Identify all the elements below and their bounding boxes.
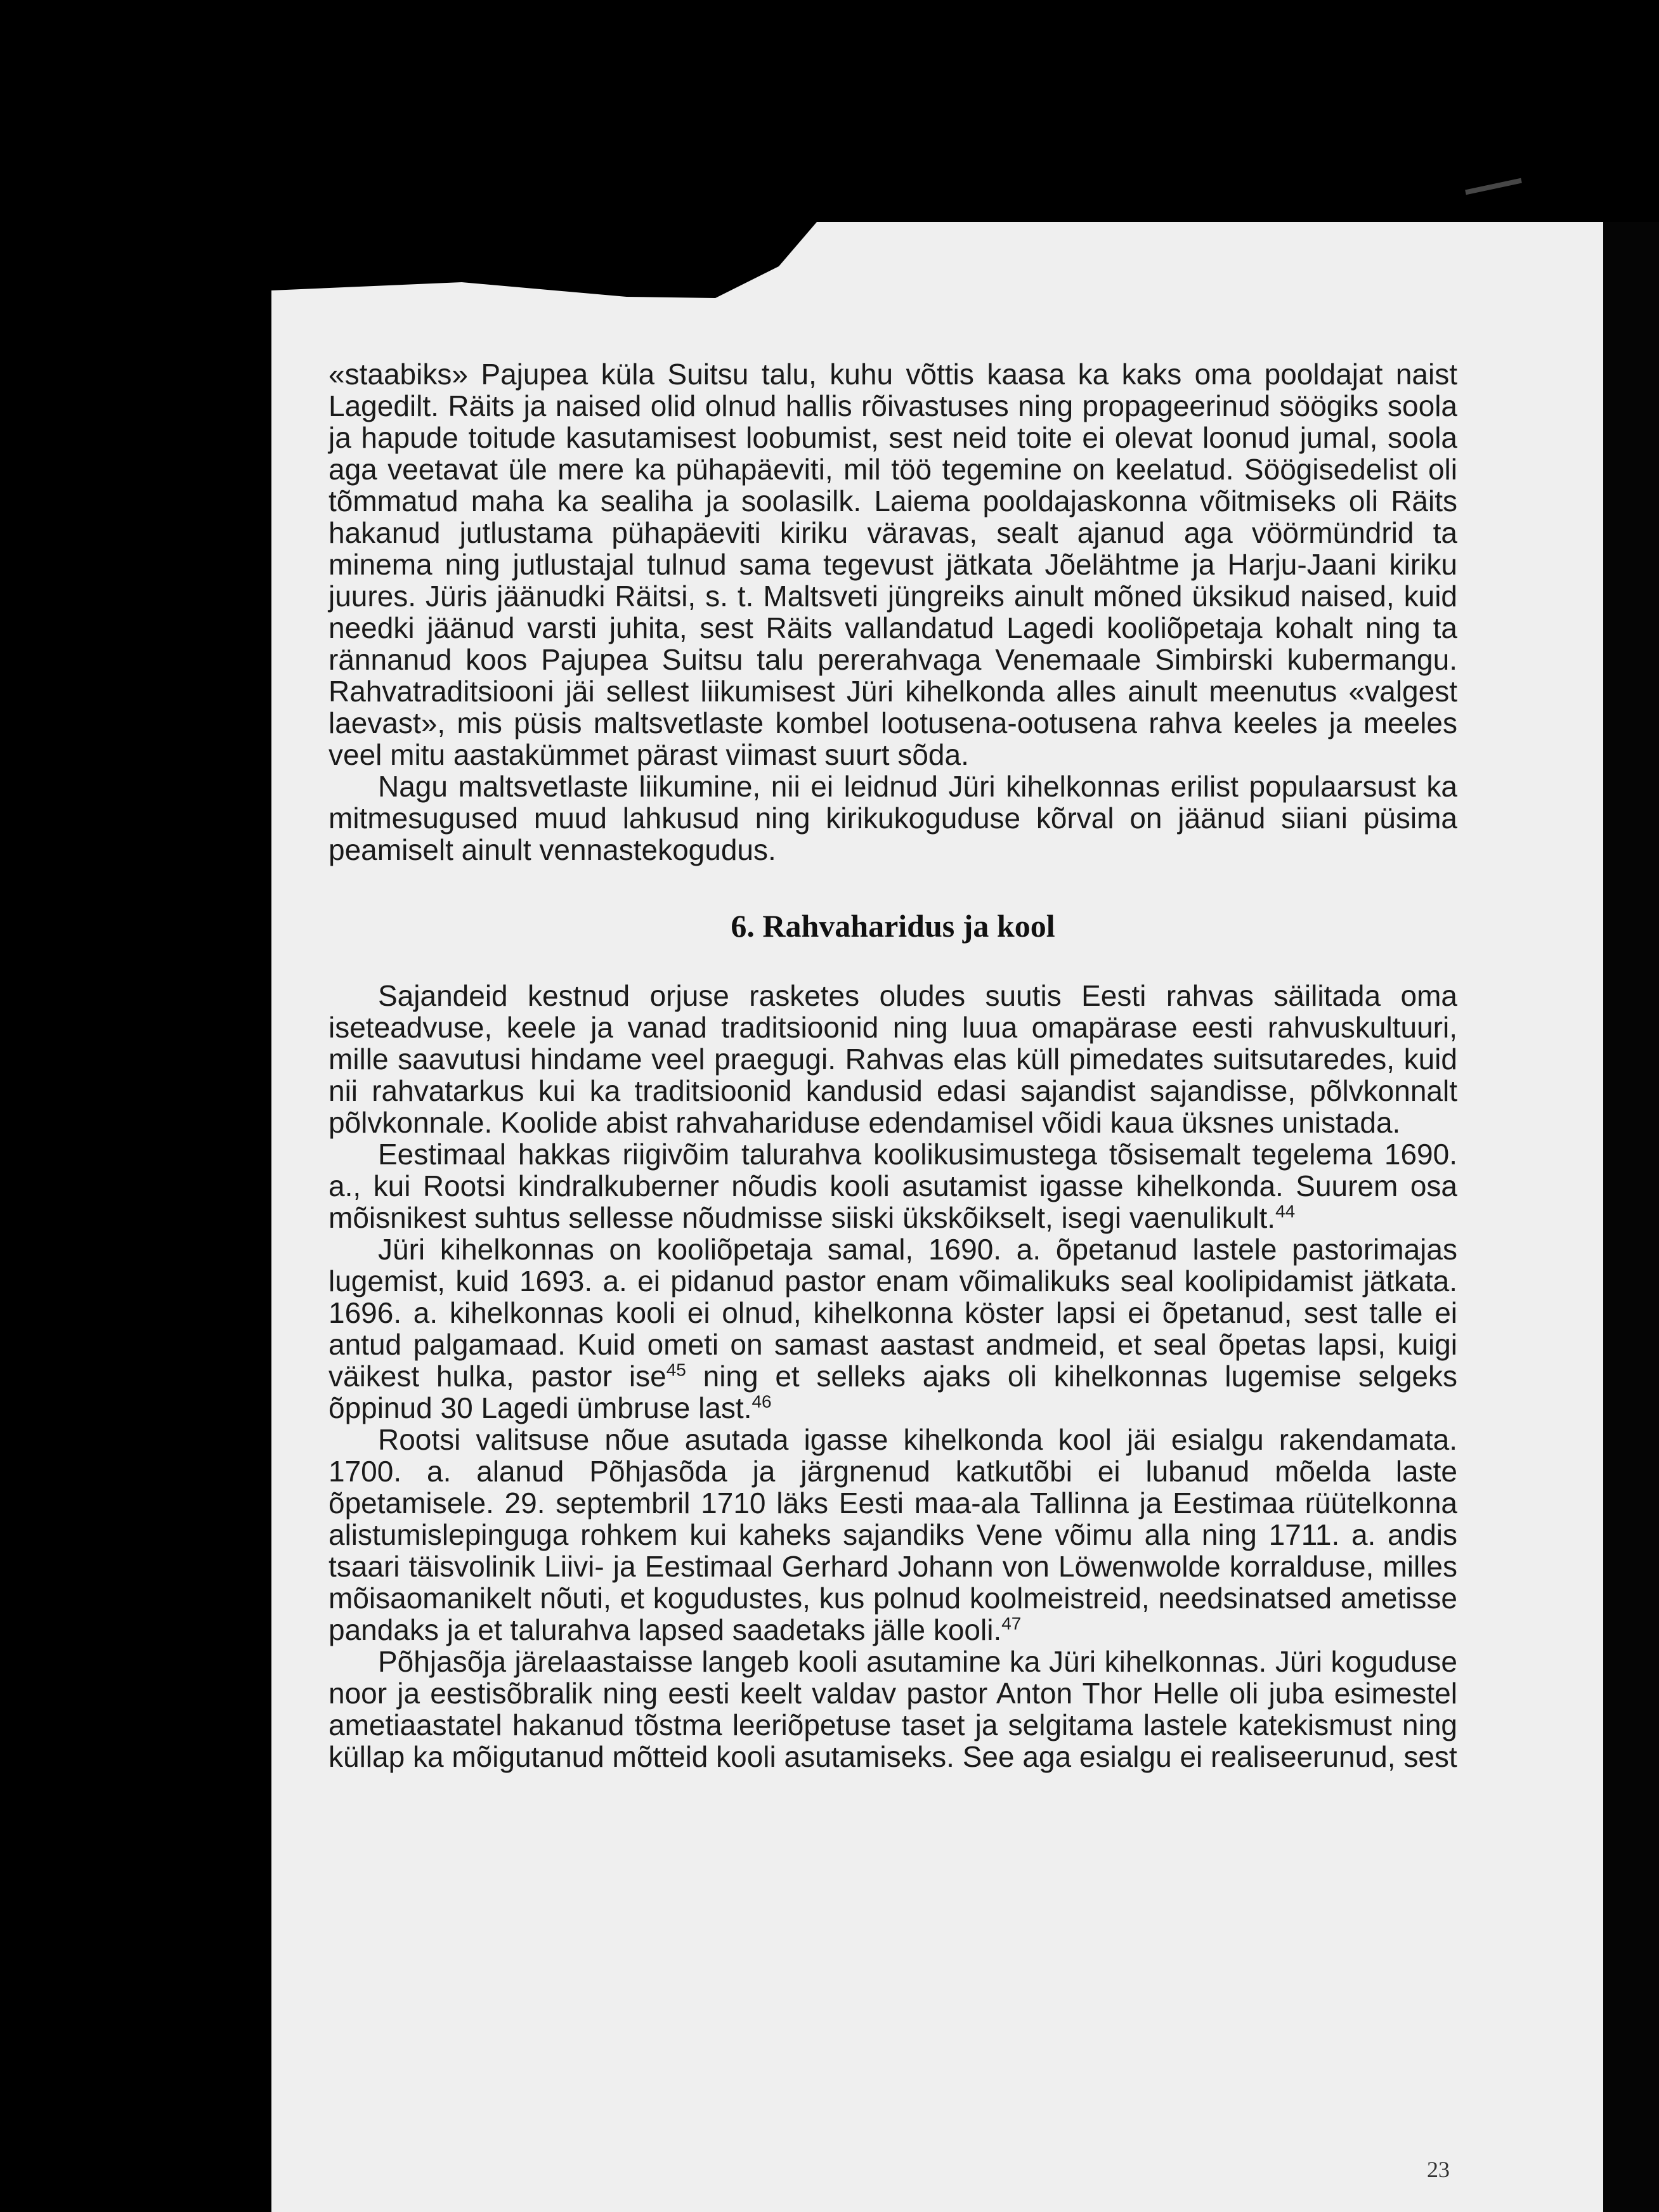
background-glint [1465, 178, 1522, 195]
footnote-ref-44: 44 [1275, 1201, 1296, 1221]
paragraph-6-text: Rootsi valitsuse nõue asutada igasse kihelkonda kool jäi esialgu rakendamata. 1700. a. alanud Põhjasõda ja järgnenud katkutõbi ei lubanud mõelda laste õpetamisele. 29. septembril 1710 läks Eesti maa-ala Tallinna ja Eestimaa rüütelkonna alistumislepinguga rohkem kui kaheks sajandiks Vene võimu alla ning 1711. a. andis tsaari täisvolinik Liivi- ja Eestimaal Gerhard Johann von Löwenwolde korralduse, milles mõisaomanikelt nõuti, et kogudustes, kus polnud koolmeistreid, needsinatsed ametisse pandaks ja et talurahva lapsed saadetaks jälle kooli. [329, 1423, 1457, 1646]
paragraph-2: Nagu maltsvetlaste liikumine, nii ei leidnud Jüri kihelkonnas erilist populaarsust ka mitmesugused muud lahkusud ning kirikukoguduse kõrval on jäänud siiani püsima peamiselt ainult vennastekogudus. [329, 770, 1457, 866]
paragraph-4-text: Eestimaal hakkas riigivõim talurahva koolikusimustega tõsisemalt tegelema 1690. a., kui Rootsi kindralkuberner nõudis kooli asutamist igasse kihelkonda. Suurem osa mõisnikest suhtus sellesse nõudmisse siiski ükskõikselt, isegi vaenulikult. [329, 1138, 1457, 1234]
paragraph-5-text-a: Jüri kihelkonnas on kooliõpetaja samal, 1690. a. õpetanud lastele pastorimajas lugemist, kuid 1693. a. ei pidanud pastor enam võimalikuks seal koolipidamist jätkata. 1696. a. kihelkonnas kooli ei olnud, kihelkonna köster lapsi ei õpetanud, sest talle ei antud palgamaad. Kuid ometi on samast aastast andmeid, et seal õpetas lapsi, kuigi väikest hulka, pastor ise [329, 1233, 1457, 1393]
paragraph-5 [329, 1233, 1457, 1424]
paragraph-5-text-b: ning et selleks ajaks oli kihelkonnas lugemise selgeks õppinud 30 Lagedi ümbruse last. [329, 1360, 1458, 1424]
section-heading: 6. Rahvaharidus ja kool [731, 908, 1055, 944]
background-edge [1603, 222, 1659, 2212]
paragraph-7: Põhjasõja järelaastaisse langeb kooli asutamine ka Jüri kihelkonnas. Jüri koguduse noor ja eestisõbralik ning eesti keelt valdav pastor Anton Thor Helle oli juba esimestel ametiaastatel hakanud tõstma leeriõpetuse taset ja selgitama lastele katekismust ning küllap ka mõigutanud mõtteid kooli asutamiseks. See aga esialgu ei realiseerunud, sest [329, 1645, 1457, 1773]
footnote-ref-45: 45 [666, 1360, 686, 1380]
page-text [329, 358, 1457, 1773]
footnote-ref-46: 46 [751, 1391, 772, 1412]
paragraph-6 [329, 1424, 1457, 1646]
paragraph-3: Sajandeid kestnud orjuse rasketes oludes suutis Eesti rahvas säilitada oma iseteadvuse, keele ja vanad traditsioonid ning luua omapärase eesti rahvuskultuuri, mille saavutusi hindame veel praegugi. Rahvas elas küll pimedates suitsutaredes, kuid nii rahvatarkus kui ka traditsioonid kandusid edasi sajandist sajandisse, põlvkonnalt põlvkonnale. Koolide abist rahvahariduse edendamisel võidi kaua üksnes unistada. [329, 979, 1457, 1139]
footnote-ref-47: 47 [1001, 1613, 1022, 1634]
paragraph-4 [329, 1138, 1457, 1233]
paragraph-1: «staabiks» Pajupea küla Suitsu talu, kuhu võttis kaasa ka kaks oma pooldajat naist Lagedilt. Räits ja naised olid olnud hallis rõivastuses ning propageerinud söögiks soola ja hapude toitude kasutamisest loobumist, sest neid toite ei olevat loonud jumal, soola aga veetavat üle mere ka pühapäeviti, mil töö tegemine on keelatud. Söögisedelist oli tõmmatud maha ka sealiha ja soolasilk. Laiema pooldajaskonna võitmiseks oli Räits hakanud jutlustama pühapäeviti kiriku väravas, sealt ajanud aga vöörmündrid ta minema ning jutlustajal tulnud sama tegevust jätkata Jõelähtme ja Harju-Jaani kiriku juures. Jüris jäänudki Räitsi, s. t. Maltsveti jüngreiks ainult mõned üksikud naised, kuid needki jäänud varsti juhita, sest Räits vallandatud Lagedi kooliõpetaja kohalt ning ta rännanud koos Pajupea Suitsu talu pererahvaga Venemaale Simbirski kubermangu. Rahvatraditsiooni jäi sellest liikumisest Jüri kihelkonda alles ainult meenutus «valgest laevast», mis püsis maltsvetlaste kombel lootusena-ootusena rahva keeles ja meeles veel mitu aastakümmet pärast viimast suurt sõda. [329, 358, 1457, 771]
page-number: 23 [1427, 2157, 1450, 2182]
